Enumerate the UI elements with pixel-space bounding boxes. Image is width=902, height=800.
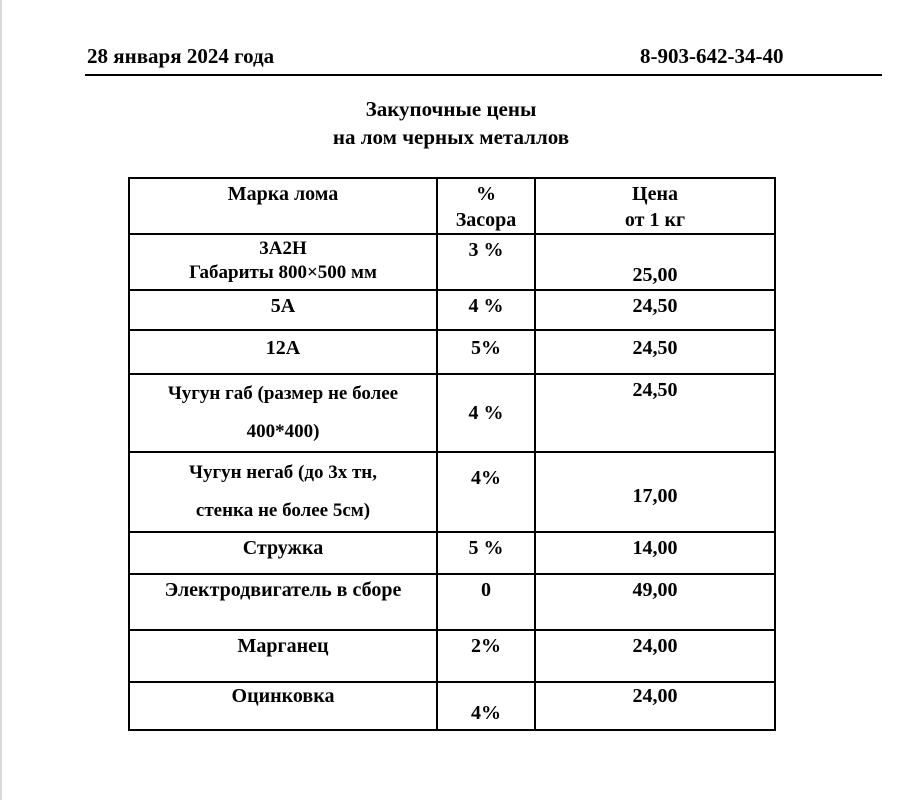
price-cell: 14,00 <box>535 532 775 574</box>
contamination-cell: 0 <box>437 574 535 630</box>
table-row <box>129 452 775 532</box>
grade-cell: Электродвигатель в сборе <box>129 574 437 630</box>
document-title <box>0 95 902 151</box>
price-cell: 24,50 <box>535 374 775 452</box>
grade-cell: 3А2Н Габариты 800×500 мм <box>129 234 437 290</box>
contamination-cell: 5% <box>437 330 535 374</box>
price-cell: 24,00 <box>535 630 775 682</box>
header-divider <box>85 74 882 76</box>
contamination-cell: 2% <box>437 630 535 682</box>
document-date: 28 января 2024 года <box>87 44 275 68</box>
grade-cell: 12А <box>129 330 437 374</box>
header-grade: Марка лома <box>129 178 437 234</box>
contamination-cell: 4 % <box>437 374 535 452</box>
price-cell: 49,00 <box>535 574 775 630</box>
contamination-cell: 3 % <box>437 234 535 290</box>
title-line-2: на лом черных металлов <box>332 125 570 149</box>
contamination-cell: 4% <box>437 682 535 730</box>
table-header-row <box>129 178 775 234</box>
price-cell: 24,50 <box>535 290 775 330</box>
title-line-1: Закупочные цены <box>365 97 537 121</box>
grade-cell: Чугун негаб (до 3х тн, стенка не более 5см) <box>129 452 437 532</box>
table-row <box>129 290 775 330</box>
table-row <box>129 374 775 452</box>
grade-cell: Чугун габ (размер не более 400*400) <box>129 374 437 452</box>
table-row <box>129 574 775 630</box>
contact-phone: 8-903-642-34-40 <box>640 44 784 68</box>
grade-cell: Стружка <box>129 532 437 574</box>
header-contamination: % Засора <box>437 178 535 234</box>
contamination-cell: 5 % <box>437 532 535 574</box>
table-row <box>129 532 775 574</box>
price-cell: 24,00 <box>535 682 775 730</box>
price-cell: 25,00 <box>535 234 775 290</box>
price-cell: 24,50 <box>535 330 775 374</box>
contamination-cell: 4% <box>437 452 535 532</box>
grade-cell: Марганец <box>129 630 437 682</box>
table-row <box>129 682 775 730</box>
price-table <box>128 177 776 731</box>
price-cell: 17,00 <box>535 452 775 532</box>
grade-cell: 5А <box>129 290 437 330</box>
contamination-cell: 4 % <box>437 290 535 330</box>
table-row <box>129 630 775 682</box>
header-price: Цена от 1 кг <box>535 178 775 234</box>
table-row <box>129 234 775 290</box>
table-row <box>129 330 775 374</box>
grade-cell: Оцинковка <box>129 682 437 730</box>
